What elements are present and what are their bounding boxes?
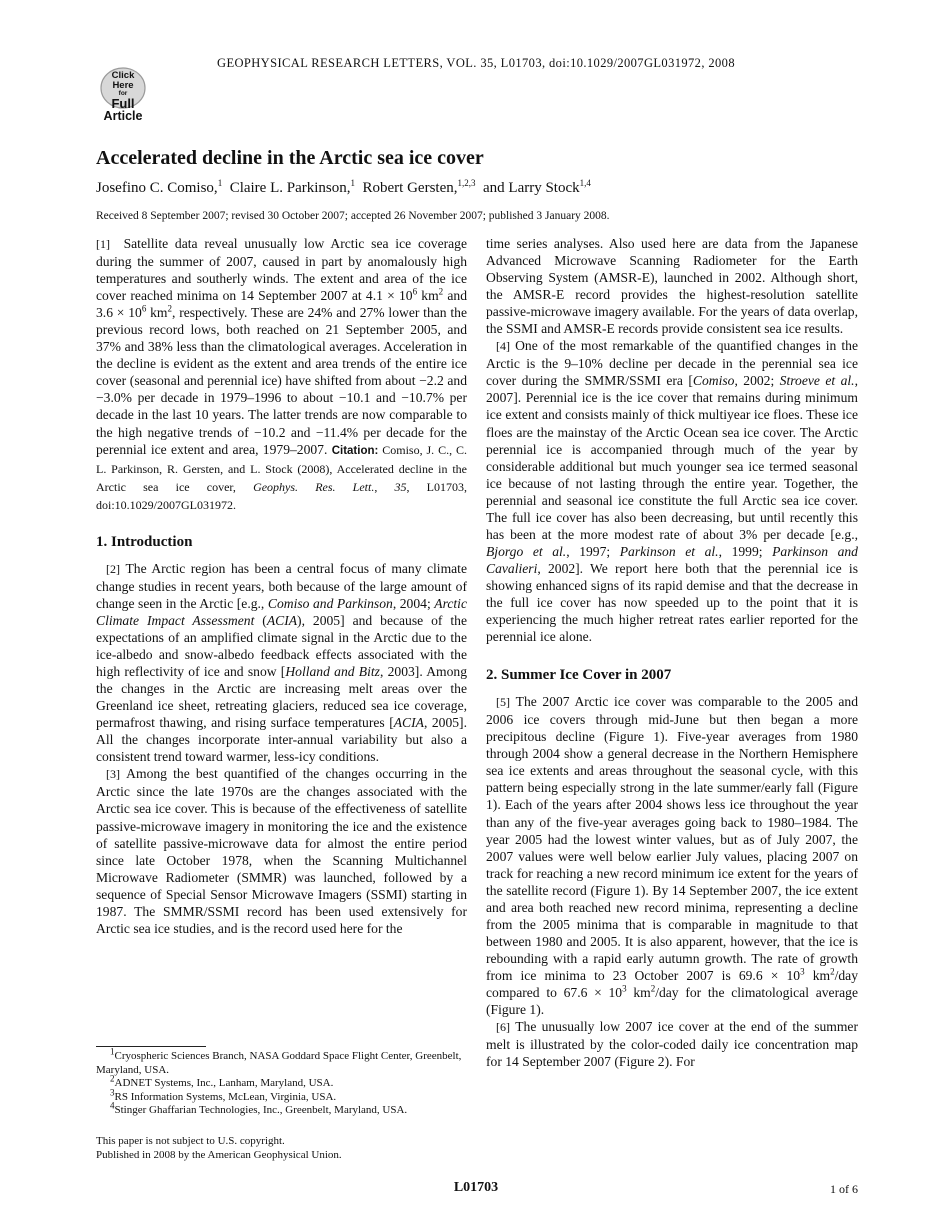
footnote: $^2$ADNET Systems, Inc., Lanham, Maryland, USA. [110, 1073, 334, 1090]
full-article-logo[interactable] [94, 66, 156, 124]
copyright-notice [96, 1135, 342, 1162]
paragraph-5: [5] The 2007 Arctic ice cover was comparable to the 2005 and 2006 ice covers through mid-June but then began a more precipitous decline (Figure 1). Five-year averages from 1980 through 2004 show a general decrease in the Northern Hemisphere sea ice extents and areas throughout the seasonal cycle, with this pattern being especially strong in the late summer/early fall (Figure 1). Each of the years after 2004 shows less ice throughout the year than any of the five-year averages going back to 1980–1984. The year 2005 had the lowest winter values, but as of July 2007, the 2007 values were well below earlier July values, placing 2007 on track for reaching a new record minimum ice extent for the years of the satellite record (Figure 1). By 14 September 2007, the ice extent and area both reached new record minima, representing a decline from the 2005 minima that is comparable in magnitude to that between 1980 and 2005. It is also apparent, however, that the ice is rebounding with a rapid early autumn growth. The rate of growth from ice minima to 23 October 2007 is $69.6 \times 10^3$ $km^2$/day compared to $67.6 \times 10^3$ $km^2$/day for the climatological average (Figure 1). [486, 694, 859, 1018]
author-affiliation: 1,2,3 [457, 178, 476, 188]
left-column [96, 235, 467, 937]
footnote: $^1$Cryospheric Sciences Branch, NASA Goddard Space Flight Center, Greenbelt, Maryland, USA. [96, 1046, 462, 1076]
author-affiliation: 1 [350, 178, 356, 188]
abstract: [1] Satellite data reveal unusually low Arctic sea ice coverage during the summer of 2007, caused in part by anomalously high temperatures and southerly winds. The extent and area of the ice cover reached minima on 14 September 2007 at $4.1 \times 10^6$ $km^2$ and $3.6 \times 10^6$ $km^2$, respectively. These are 24% and 27% lower than the previous record lows, both reached on 21 September 2005, and 37% and 38% less than the climatological averages. Acceleration in the decline is evident as the extent and area trends of the entire ice cover (seasonal and perennial ice) have shifted from about −2.2 and −3.0% per decade in 1979–1996 to about −10.1 and −10.7% per decade in the last 10 years. The latter trends are now comparable to the high negative trends of −10.2 and −11.4% per decade for the perennial ice extent and area, 1979–2007. Citation: Comiso, J. C., C. L. Parkinson, R. Gersten, and L. Stock (2008), Accelerated decline in the Arctic sea ice cover, Geophys. Res. Lett., 35, L01703, doi:10.1029/2007GL031972. [96, 236, 467, 512]
footer-article-id: L01703 [453, 1180, 499, 1195]
footer-page-number: 1 of 6 [830, 1182, 858, 1196]
logo-line4: Full [111, 96, 135, 111]
paragraph-3: [3] Among the best quantified of the changes occurring in the Arctic since the late 1970s are the changes associated with the Arctic sea ice cover. This is because of the effectiveness of satellite passive-microwave imagery in monitoring the ice and the existence of satellite passive-microwave data for almost the entire period since late October 1978, when the Scanning Multichannel Microwave Radiometer (SMMR) was launched, followed by a sequence of Special Sensor Microwave Imagers (SSMI) starting in 1987. The SMMR/SSMI record has been used extensively for Arctic sea ice studies, and is the record used here for the [96, 766, 467, 936]
paragraph-6: [6] The unusually low 2007 ice cover at the end of the summer melt is illustrated by the color-coded daily ice concentration map for 14 September 2007 (Figure 2). For [486, 1019, 858, 1070]
journal-header: GEOPHYSICAL RESEARCH LETTERS, VOL. 35, L01703, doi:10.1029/2007GL031972, 2008 [217, 56, 735, 70]
author: Claire L. Parkinson, [229, 180, 351, 196]
author-affiliation: 1 [217, 178, 223, 188]
author-affiliation: 1,4 [579, 178, 591, 188]
logo-line1: Click [111, 70, 135, 81]
copyright-line: This paper is not subject to U.S. copyright. [96, 1135, 285, 1147]
logo-line3: for [118, 90, 128, 97]
paragraph-3-continued: time series analyses. Also used here are data from the Japanese Advanced Microwave Scanning Radiometer for the Earth Observing System (AMSR-E), launched in 2002. Although short, the AMSR-E record provides the highest-resolution satellite passive-microwave imagery available. For the years of data overlap, the SSMI and AMSR-E records provide consistent sea ice results. [486, 236, 858, 337]
paper-title: Accelerated decline in the Arctic sea ice cover [96, 147, 484, 169]
citation: Comiso, J. C., C. L. Parkinson, R. Gersten, and L. Stock (2008), Accelerated decline in the Arctic sea ice cover, Geophys. Res. Lett., 35, L01703, doi:10.1029/2007GL031972. [96, 442, 467, 512]
right-column [486, 235, 858, 1070]
author: and Larry Stock [483, 180, 580, 196]
paragraph-4: [4] One of the most remarkable of the quantified changes in the Arctic is the 9–10% decline per decade in the perennial sea ice cover during the SMMR/SSMI era [Comiso, 2002; Stroeve et al., 2007]. Perennial ice is the ice cover that remains during minimum ice extent and consists mainly of thick multiyear ice floes. These ice floes are the mainstay of the Arctic Ocean sea ice cover. The Arctic perennial ice is accompanied through much of the year by considerable additional but much younger sea ice termed seasonal ice because of not lasting through the entire year. Together, the perennial and seasonal ice constitute the full Arctic sea ice cover. The full ice cover has also been decreasing, but until recently this has been at the more modest rate of about 3% per decade [e.g., Bjorgo et al., 1997; Parkinson et al., 1999; Parkinson and Cavalieri, 2002]. We report here both that the perennial ice is showing enhanced signs of its rapid demise and that the decrease in the full ice cover has now speeded up to the point that it is experiencing the much higher retreat rates earlier reported for the perennial ice alone. [486, 338, 858, 645]
footnote: $^3$RS Information Systems, McLean, Virginia, USA. [110, 1087, 337, 1103]
logo-line5: Article [103, 109, 143, 123]
author: Josefino C. Comiso, [96, 180, 218, 196]
citation-label: Citation: [331, 444, 379, 457]
section-heading-summer-ice: 2. Summer Ice Cover in 2007 [486, 667, 672, 684]
paragraph-2: [2] The Arctic region has been a central focus of many climate change studies in recent years, both because of the large amount of change seen in the Arctic [e.g., Comiso and Parkinson, 2004; Arctic Climate Impact Assessment (ACIA), 2005] and because of the expectations of an amplified climate signal in the Arctic due to the ice-albedo and snow-albedo feedback effects associated with the high reflectivity of ice and snow [Holland and Bitz, 2003]. Among the changes in the Arctic are increasing melt areas over the Greenland ice sheet, retreating glaciers, reduced sea ice coverage, permafrost thawing, and rising surface temperatures [ACIA, 2005]. All the changes incorporate inter-annual variability but also a consistent trend toward warmer, less-icy conditions. [96, 560, 467, 765]
paragraph-number: [1] [96, 237, 110, 251]
footnote: $^4$Stinger Ghaffarian Technologies, Inc., Greenbelt, Maryland, USA. [110, 1100, 408, 1117]
author: Robert Gersten, [362, 180, 458, 196]
publisher-line: Published in 2008 by the American Geophysical Union. [96, 1148, 342, 1161]
received-dates: Received 8 September 2007; revised 30 October 2007; accepted 26 November 2007; published 3 January 2008. [96, 210, 610, 222]
author-list [96, 180, 591, 197]
affiliation-footnotes [96, 1046, 468, 1118]
logo-line2: Here [112, 80, 134, 91]
section-heading-introduction: 1. Introduction [96, 533, 193, 550]
